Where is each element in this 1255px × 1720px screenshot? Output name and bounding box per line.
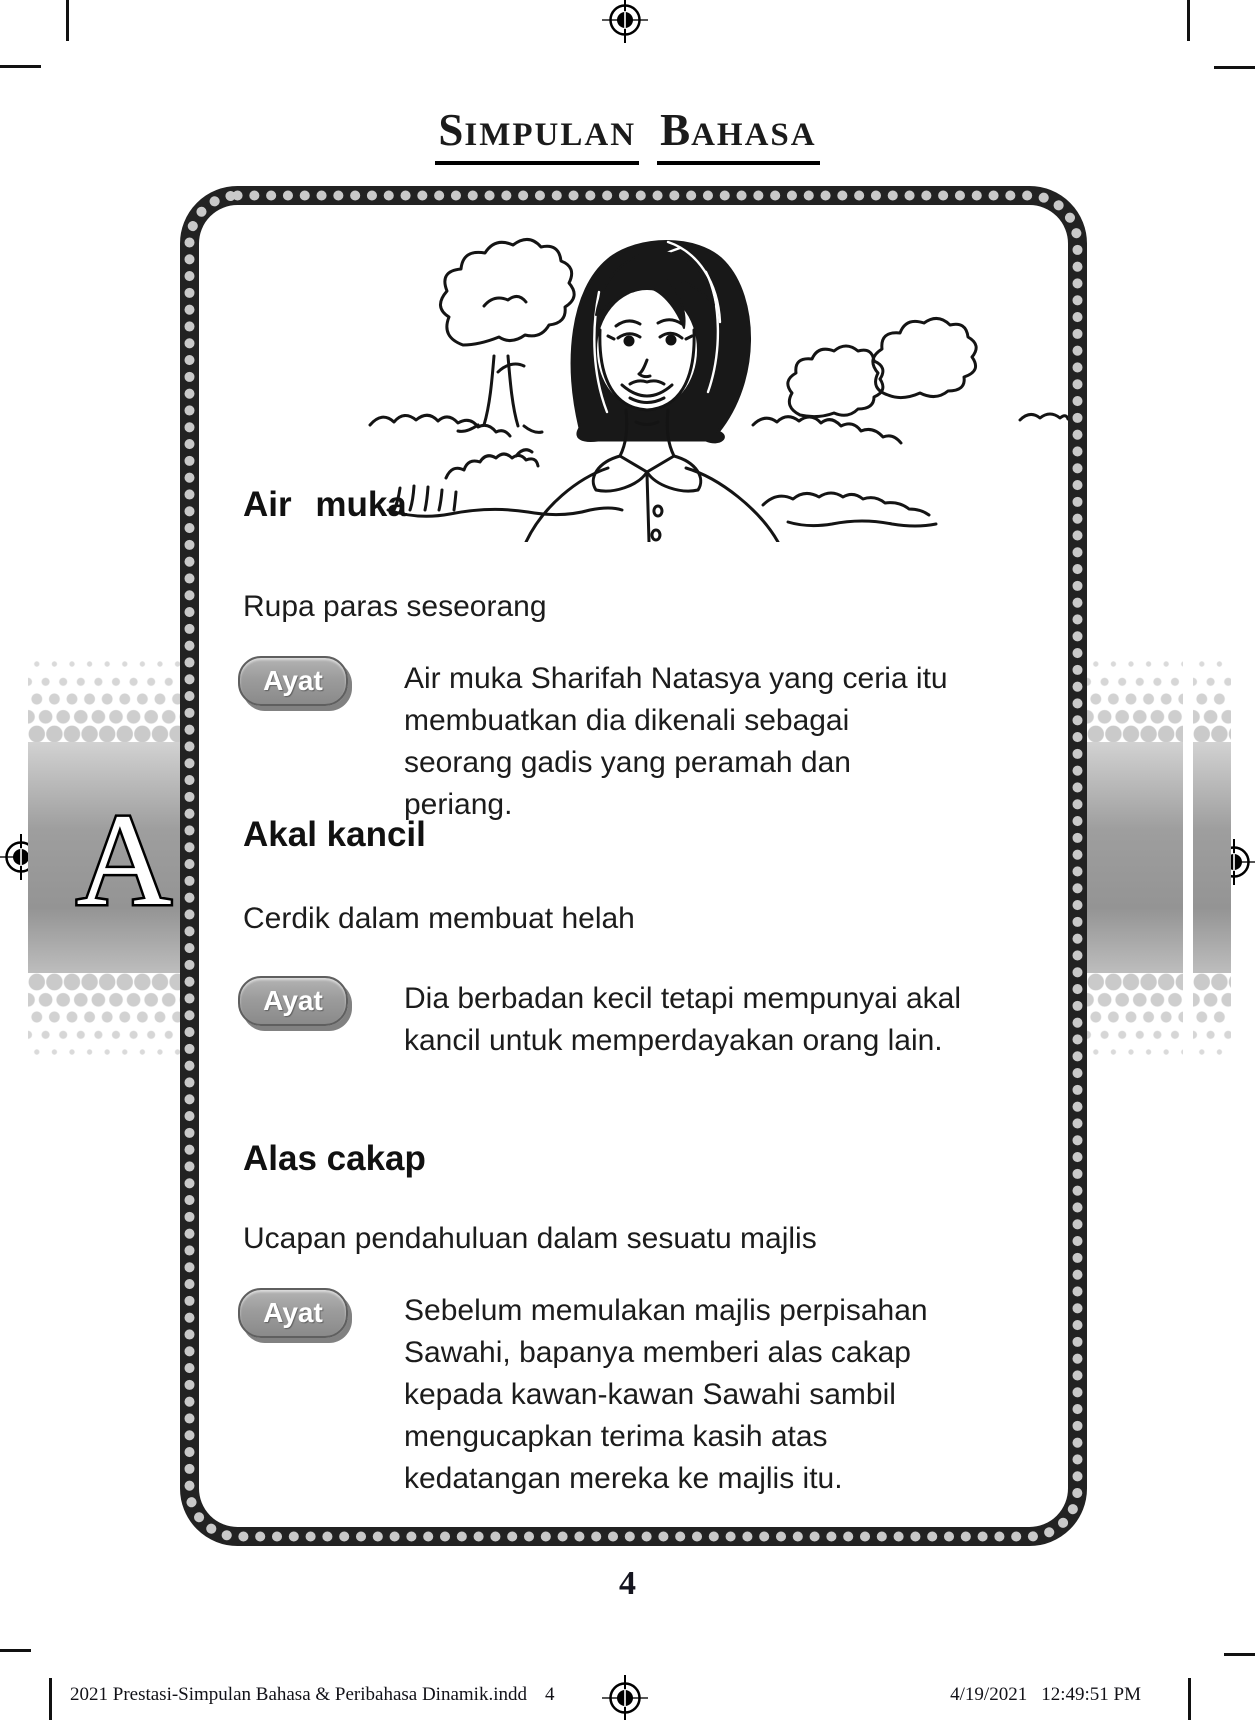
definition-text: Ucapan pendahuluan dalam sesuatu majlis <box>243 1222 817 1255</box>
term-heading: Air muka <box>243 485 407 524</box>
letter-tab-band <box>28 742 181 973</box>
registration-mark-icon <box>602 1675 648 1720</box>
ayat-button: Ayat <box>238 1288 348 1338</box>
example-row <box>238 1288 962 1500</box>
title-word: SIMPULAN <box>435 104 639 165</box>
example-text: Sebelum memulakan majlis perpisahan Sawahi, bapanya memberi alas cakap kepada kawan-kawan Sawahi sambil mengucapkan terima kasih atas kedatangan mereka ke majlis itu. <box>404 1294 928 1495</box>
ayat-button: Ayat <box>238 976 348 1026</box>
page-number: 4 <box>619 1565 636 1602</box>
crop-mark-bottom-right-h <box>1224 1653 1255 1656</box>
crop-mark-top-left-v <box>66 0 69 41</box>
svg-text:A: A <box>76 786 172 933</box>
letter-tab <box>28 655 181 1059</box>
example-row <box>238 656 962 826</box>
scene-illustration <box>368 210 1068 542</box>
crop-mark-top-left-h <box>0 65 41 68</box>
page-title <box>0 104 1255 165</box>
crop-mark-top-right-v <box>1187 0 1190 41</box>
content-box <box>180 186 1087 1546</box>
example-text: Air muka Sharifah Natasya yang ceria itu membuatkan dia dikenali sebagai seorang gadis yang peramah dan periang. <box>404 662 948 821</box>
ayat-button: Ayat <box>238 656 348 706</box>
example-row <box>238 976 962 1062</box>
imprint-page: 4 <box>544 1684 555 1705</box>
imprint-filename: 2021 Prestasi-Simpulan Bahasa & Peribahasa Dinamik.indd <box>70 1684 527 1705</box>
term-heading: Alas cakap <box>243 1139 426 1178</box>
edge-bar-band <box>1193 742 1231 973</box>
title-word: BAHASA <box>657 104 820 165</box>
definition-text: Rupa paras seseorang <box>243 590 547 623</box>
print-timestamp <box>950 1684 1141 1706</box>
crop-mark-bottom-left-v <box>49 1678 52 1720</box>
right-edge-bar <box>1193 655 1231 1059</box>
print-date: 4/19/2021 <box>950 1684 1028 1705</box>
print-time: 12:49:51 PM <box>1041 1684 1141 1705</box>
crop-mark-top-right-h <box>1214 66 1255 69</box>
side-bar-band <box>1087 742 1183 973</box>
registration-mark-icon <box>602 0 648 43</box>
right-side-bar <box>1087 655 1183 1059</box>
imprint-text <box>70 1684 554 1706</box>
crop-mark-bottom-right-v <box>1188 1678 1191 1720</box>
example-text: Dia berbadan kecil tetapi mempunyai akal kancil untuk memperdayakan orang lain. <box>404 982 961 1057</box>
section-letter <box>28 742 181 973</box>
definition-text: Cerdik dalam membuat helah <box>243 902 635 935</box>
term-heading: Akal kancil <box>243 815 426 854</box>
crop-mark-bottom-left-h <box>0 1649 31 1652</box>
